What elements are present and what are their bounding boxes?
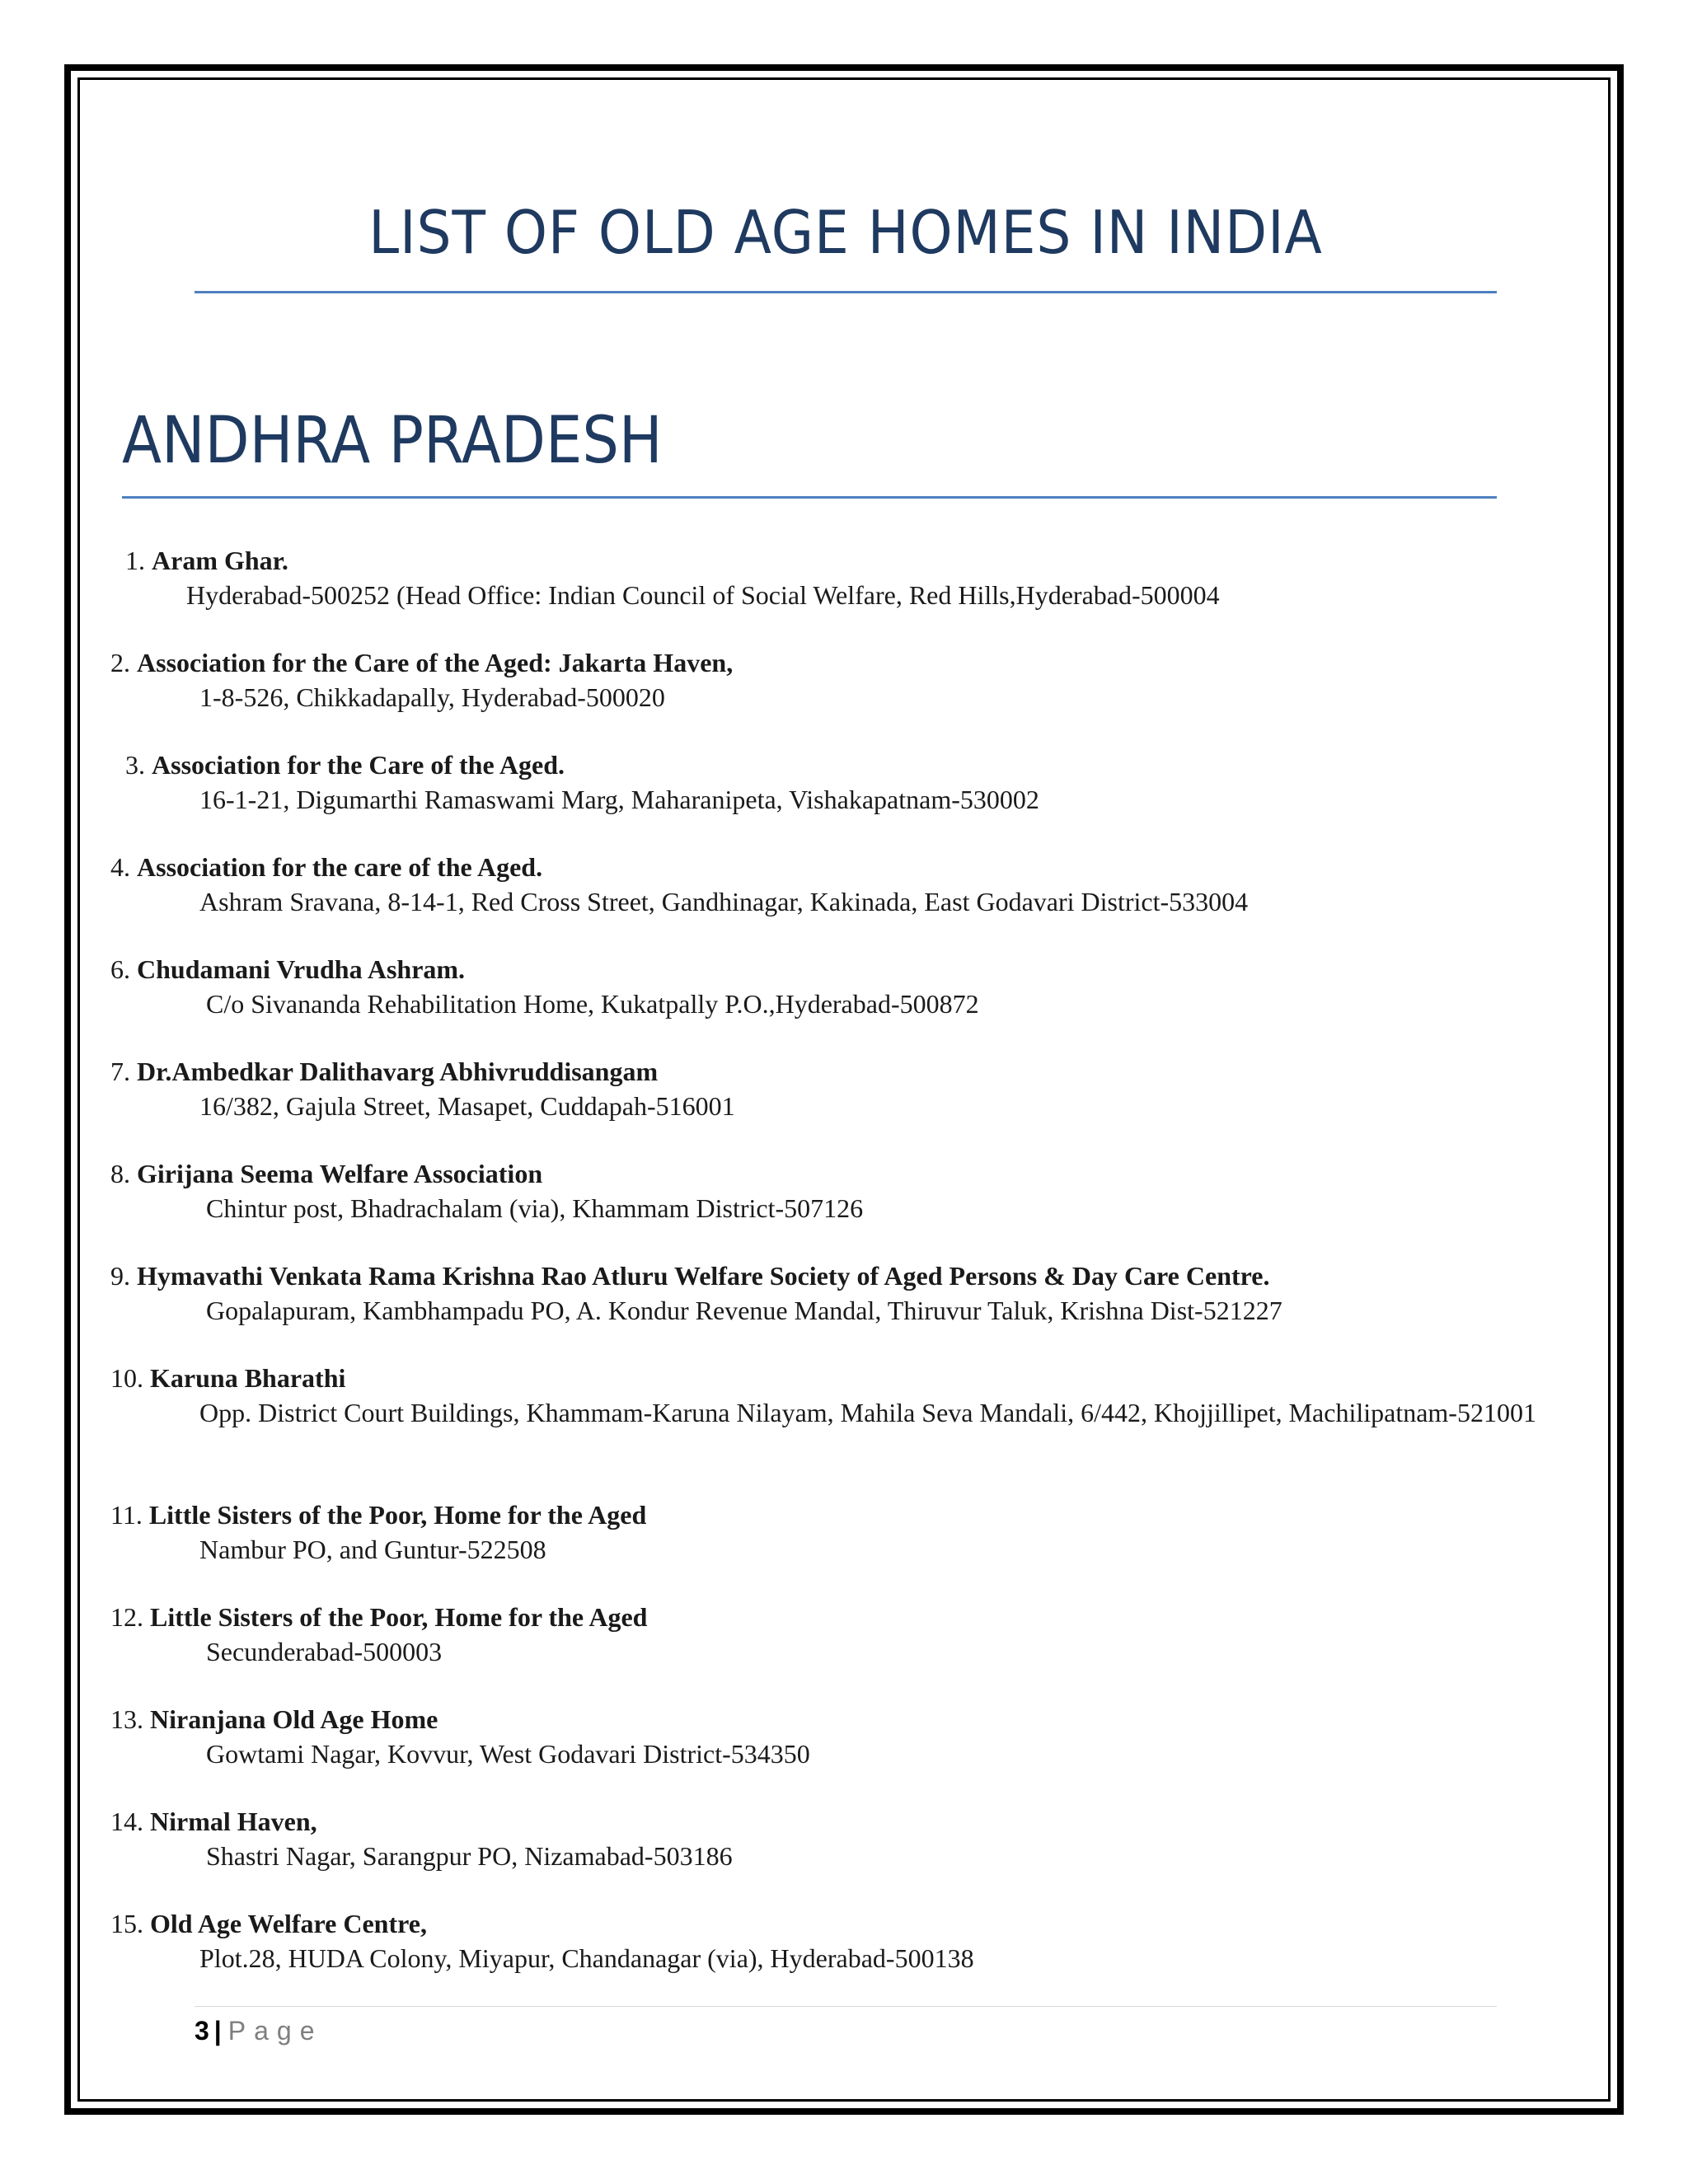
page-footer: [195, 2016, 322, 2046]
list-item-name: Aram Ghar.: [152, 546, 288, 575]
list-item-name: Karuna Bharathi: [150, 1363, 346, 1393]
list-item-address: C/o Sivananda Rehabilitation Home, Kukatpally P.O.,Hyderabad-500872: [206, 989, 979, 1019]
list-item-number: 2: [110, 648, 124, 677]
list-item-name: Girijana Seema Welfare Association: [137, 1159, 543, 1188]
list-item-address: 1-8-526, Chikkadapally, Hyderabad-500020: [199, 682, 665, 712]
list-item-address: Plot.28, HUDA Colony, Miyapur, Chandanagar (via), Hyderabad-500138: [199, 1943, 974, 1973]
list-item-address: 16/382, Gajula Street, Masapet, Cuddapah-516001: [199, 1091, 735, 1121]
old-age-home-list: 1. Aram Ghar. Hyderabad-500252 (Head Office: Indian Council of Social Welfare, Red Hills,Hyderabad-500004 2. Association for the Care of the Aged: Jakarta Haven, 1-8-526, Chikkadapally, Hyderabad-500020 3. Association for the Care of the Aged. 16-1-21, Digumarthi Ramaswami Marg, Maharanipeta, Vishakapatnam-530002 4. Association for the care of the Aged. Ashram Sravana, 8-14-1, Red Cross Street, Gandhinagar, Kakinada, East Godavari District-533004 6. Chudamani Vrudha Ashram. C/o Sivananda Rehabilitation Home, Kukatpally P.O.,Hyderabad-500872 7. Dr.Ambedkar Dalithavarg Abhivruddisangam 16/382, Gajula Street, Masapet, Cuddapah-516001 8. Girijana Seema Welfare Association Chintur post, Bhadrachalam (via), Khammam District-507126 9. Hymavathi Venkata Rama Krishna Rao Atluru Welfare Society of Aged Persons & Day Care Centre. Gopalapuram, Kambhampadu PO, A. Kondur Revenue Mandal, Thiruvur Taluk, Krishna Dist-521227 10. Karuna Bharathi Opp. District Court Buildings, Khammam-Karuna Nilayam, Mahila Seva Mandali, 6/442, Khojjillipet, Machilipatnam-521001 11. Little Sisters of the Poor, Home for the Aged Nambur PO, and Guntur-522508 12. Little Sisters of the Poor, Home for the Aged Secunderabad-500003 13. Niranjana Old Age Home Gowtami Nagar, Kovvur, West Godavari District-534350 14. Nirmal Haven, Shastri Nagar, Sarangpur PO, Nizamabad-503186 15. Old Age Welfare Centre, Plot.28, HUDA Colony, Miyapur, Chandanagar (via), Hyderabad-500138: [0, 0, 1688, 2184]
list-item-name: Old Age Welfare Centre,: [150, 1909, 427, 1938]
list-item-number: 6: [110, 954, 124, 984]
document-title: LIST OF OLD AGE HOMES IN INDIA: [368, 198, 1323, 267]
section-heading: ANDHRA PRADESH: [122, 404, 663, 478]
list-item-address: Gowtami Nagar, Kovvur, West Godavari District-534350: [206, 1739, 810, 1769]
list-item-name: Association for the Care of the Aged: Jakarta Haven,: [137, 648, 734, 677]
list-item-address: Nambur PO, and Guntur-522508: [199, 1535, 546, 1564]
list-item-number: 9: [110, 1261, 124, 1291]
list-item-address: Gopalapuram, Kambhampadu PO, A. Kondur Revenue Mandal, Thiruvur Taluk, Krishna Dist-521227: [206, 1296, 1282, 1325]
list-item-name: Dr.Ambedkar Dalithavarg Abhivruddisangam: [137, 1057, 659, 1086]
list-item-address: Chintur post, Bhadrachalam (via), Khammam District-507126: [206, 1193, 864, 1223]
list-item-name: Niranjana Old Age Home: [150, 1704, 438, 1734]
page-label: Page: [227, 2016, 323, 2046]
list-item-name: Association for the Care of the Aged.: [152, 750, 565, 780]
list-item-name: Little Sisters of the Poor, Home for the Aged: [150, 1602, 648, 1632]
list-item-number: 11: [110, 1500, 136, 1530]
list-item-number: 15: [110, 1909, 137, 1938]
list-item-address: Shastri Nagar, Sarangpur PO, Nizamabad-503186: [206, 1841, 733, 1871]
list-item-number: 8: [110, 1159, 124, 1188]
list-item-name: Nirmal Haven,: [150, 1807, 317, 1836]
list-item-name: Hymavathi Venkata Rama Krishna Rao Atluru Welfare Society of Aged Persons & Day Care Centre.: [137, 1261, 1270, 1291]
footer-divider: [195, 2006, 1497, 2007]
list-item-address: Hyderabad-500252 (Head Office: Indian Council of Social Welfare, Red Hills,Hyderabad-500004: [186, 580, 1220, 610]
list-item-number: 3: [125, 750, 138, 780]
list-item-address: Opp. District Court Buildings, Khammam-Karuna Nilayam, Mahila Seva Mandali, 6/442, Khojjillipet, Machilipatnam-521001: [199, 1398, 1536, 1427]
list-item-name: Association for the care of the Aged.: [137, 852, 543, 882]
list-item-address: Ashram Sravana, 8-14-1, Red Cross Street, Gandhinagar, Kakinada, East Godavari District-533004: [199, 887, 1249, 916]
list-item-number: 14: [110, 1807, 137, 1836]
list-item-number: 13: [110, 1704, 137, 1734]
list-item-number: 7: [110, 1057, 124, 1086]
page-number: 3: [195, 2016, 209, 2046]
list-item-name: Chudamani Vrudha Ashram.: [137, 954, 466, 984]
list-item-number: 10: [110, 1363, 137, 1393]
list-item-number: 4: [110, 852, 124, 882]
list-item-name: Little Sisters of the Poor, Home for the Aged: [148, 1500, 647, 1530]
list-item-address: 16-1-21, Digumarthi Ramaswami Marg, Maharanipeta, Vishakapatnam-530002: [199, 785, 1039, 814]
list-item-number: 12: [110, 1602, 137, 1632]
list-item-address: Secunderabad-500003: [206, 1637, 443, 1666]
footer-separator: |: [213, 2016, 222, 2046]
list-item-number: 1: [125, 546, 138, 575]
